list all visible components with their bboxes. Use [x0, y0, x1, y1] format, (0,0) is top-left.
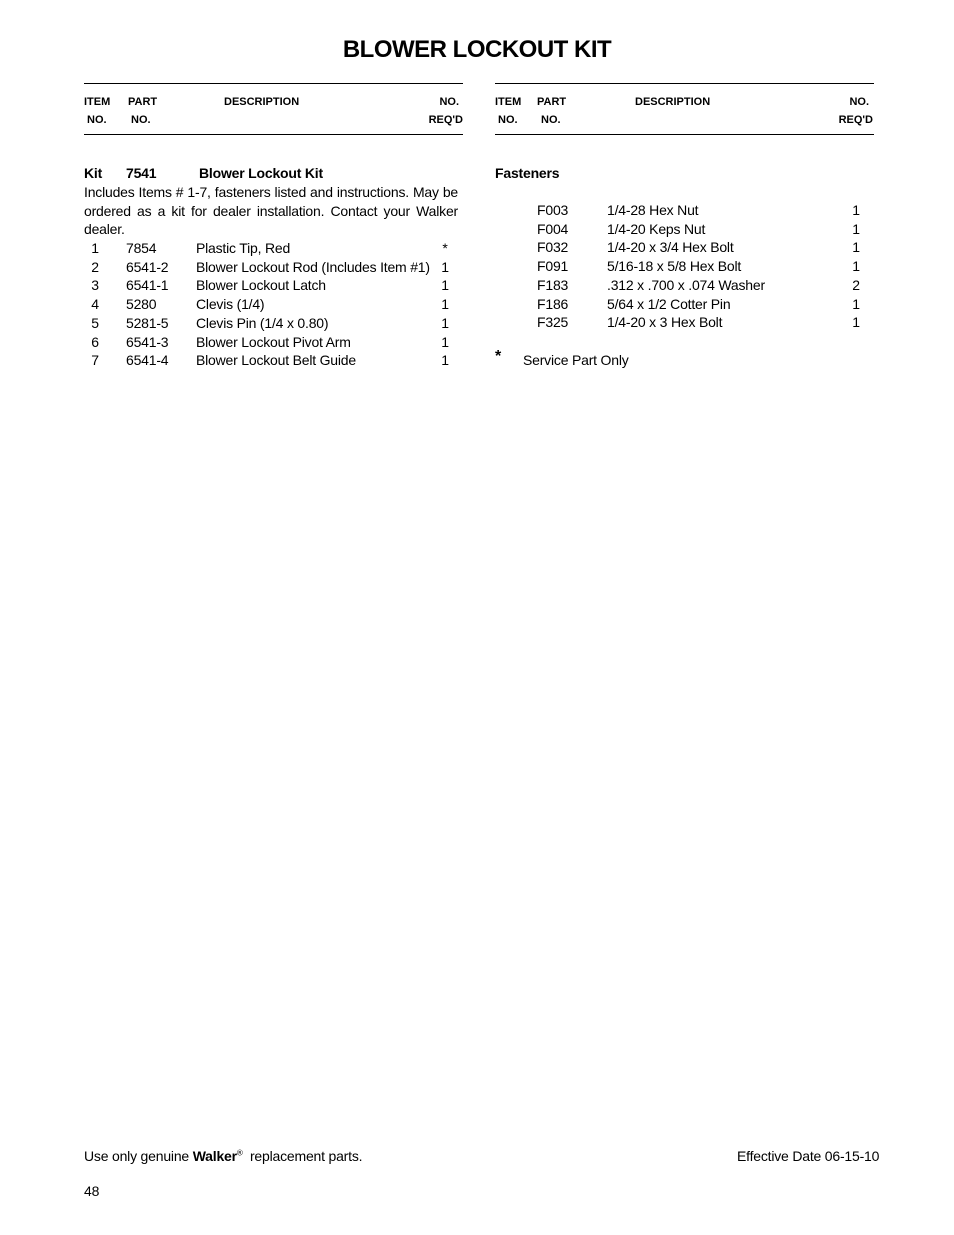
item-number: 2: [91, 258, 99, 275]
effective-date: Effective Date 06-15-10: [737, 1148, 880, 1164]
quantity-required: 1: [852, 220, 860, 237]
part-description: Clevis (1/4): [196, 296, 265, 313]
fastener-row: [495, 313, 874, 332]
part-description: 1/4-28 Hex Nut: [607, 202, 699, 218]
quantity-required: 1: [852, 258, 860, 275]
fasteners-label: Fasteners: [495, 165, 560, 181]
header-item-no: ITEM NO.: [84, 96, 111, 126]
quantity-required: *: [442, 240, 448, 256]
parts-row: [84, 239, 463, 258]
parts-row: [84, 295, 463, 314]
parts-row: [84, 351, 463, 370]
header-item-no: ITEM NO.: [495, 96, 522, 126]
part-description: .312 x .700 x .074 Washer: [607, 276, 765, 293]
kit-name: Blower Lockout Kit: [199, 165, 323, 181]
part-number: 6541-4: [126, 352, 169, 369]
item-number: 6: [91, 333, 99, 350]
part-description: 5/64 x 1/2 Cotter Pin: [607, 295, 731, 312]
parts-row: [84, 276, 463, 295]
quantity-required: 1: [441, 314, 449, 331]
part-number: 6541-3: [126, 333, 169, 350]
page-title: BLOWER LOCKOUT KIT: [342, 36, 612, 63]
parts-row: [84, 333, 463, 352]
part-number: F325: [537, 314, 569, 331]
item-number: 3: [91, 277, 99, 294]
footer-note: Use only genuine Walker® replacement parts.: [84, 1148, 363, 1164]
quantity-required: 1: [852, 239, 860, 256]
quantity-required: 1: [441, 333, 449, 350]
part-description: Blower Lockout Pivot Arm: [196, 333, 351, 350]
note-text: Service Part Only: [523, 352, 629, 368]
header-bottom-rule: [495, 134, 874, 135]
kit-number: 7541: [126, 165, 157, 181]
fastener-row: [495, 295, 874, 314]
parts-row: [84, 258, 463, 277]
part-description: Blower Lockout Belt Guide: [196, 352, 356, 369]
header-top-rule: [495, 83, 874, 84]
fastener-row: [495, 238, 874, 257]
item-number: 5: [91, 314, 99, 331]
quantity-required: 1: [852, 202, 860, 218]
fastener-row: [495, 201, 874, 220]
header-part-no: PART NO.: [537, 96, 567, 126]
note-symbol: *: [495, 348, 502, 365]
item-number: 7: [91, 352, 99, 369]
quantity-required: 1: [852, 295, 860, 312]
fastener-row: [495, 220, 874, 239]
quantity-required: 1: [441, 352, 449, 369]
part-number: F032: [537, 239, 569, 256]
header-bottom-rule: [84, 134, 463, 135]
part-description: 5/16-18 x 5/8 Hex Bolt: [607, 258, 742, 275]
part-description: Clevis Pin (1/4 x 0.80): [196, 314, 329, 331]
quantity-required: 2: [852, 276, 860, 293]
quantity-required: 1: [852, 314, 860, 331]
header-no-reqd: NO. REQ'D: [428, 96, 463, 126]
parts-row: [84, 314, 463, 333]
kit-label: Kit: [84, 165, 103, 181]
part-number: 6541-2: [126, 258, 169, 275]
part-description: 1/4-20 Keps Nut: [607, 220, 706, 237]
part-description: 1/4-20 x 3/4 Hex Bolt: [607, 239, 734, 256]
part-number: 5280: [126, 296, 157, 313]
part-number: F186: [537, 295, 569, 312]
part-number: F183: [537, 276, 569, 293]
part-number: F004: [537, 220, 569, 237]
part-number: F091: [537, 258, 569, 275]
fastener-row: [495, 257, 874, 276]
header-description: DESCRIPTION: [635, 96, 711, 108]
header-description: DESCRIPTION: [224, 96, 300, 108]
quantity-required: 1: [441, 277, 449, 294]
part-number: 5281-5: [126, 314, 169, 331]
part-description: Plastic Tip, Red: [196, 240, 291, 256]
header-top-rule: [84, 83, 463, 84]
fastener-row: [495, 276, 874, 295]
quantity-required: 1: [441, 296, 449, 313]
part-description: Blower Lockout Latch: [196, 277, 326, 294]
item-number: 4: [91, 296, 99, 313]
part-number: 7854: [126, 240, 157, 256]
part-description: Blower Lockout Rod (Includes Item #1): [196, 258, 430, 275]
header-part-no: PART NO.: [128, 96, 158, 126]
quantity-required: 1: [441, 258, 449, 275]
page-number: 48: [84, 1183, 100, 1199]
item-number: 1: [91, 240, 99, 256]
part-description: 1/4-20 x 3 Hex Bolt: [607, 314, 723, 331]
part-number: F003: [537, 202, 569, 218]
part-number: 6541-1: [126, 277, 169, 294]
header-no-reqd: NO. REQ'D: [838, 96, 873, 126]
kit-description: Includes Items # 1-7, fasteners listed and instructions. May be ordered as a kit for dealer installation. Contact your Walker dealer.: [84, 184, 458, 238]
